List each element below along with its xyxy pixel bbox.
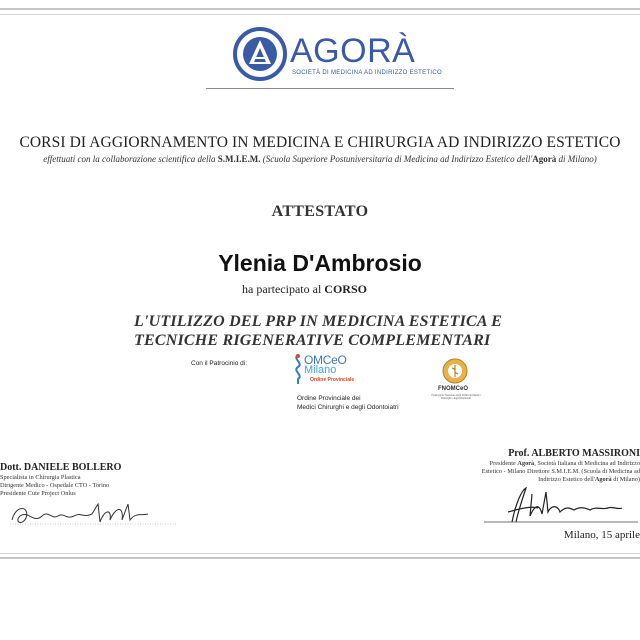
omceo-city: Milano xyxy=(304,364,337,376)
omceo-province: Ordine Provinciale xyxy=(310,377,355,383)
fnomceo-name: FNOMCeO xyxy=(438,386,468,392)
participant-name: Ylenia D'Ambrosio xyxy=(218,250,422,276)
patronage-label: Con il Patrocinio di: xyxy=(191,360,247,367)
left-handwritten-signature xyxy=(8,498,178,528)
right-signatory-name: Prof. ALBERTO MASSIRONI xyxy=(508,448,640,459)
right-signatory xyxy=(478,448,640,484)
issue-date: Milano, 15 aprile xyxy=(563,529,640,541)
omceo-caption: Ordine Provinciale dei Medici Chirurghi e degli Odontoiatri xyxy=(297,395,399,411)
omceo-milano-logo xyxy=(290,353,380,387)
left-signatory-titles: Specialista in Chirurgia Plastica Dirigente Medico - Ospedale CTO - Torino Presidente Cute Project Onlus xyxy=(0,474,110,497)
fnomceo-fullname: Federazione Nazionale degli Ordini dei Medici Chirurghi e degli Odontoiatri xyxy=(431,394,481,400)
course-title xyxy=(134,312,502,350)
right-handwritten-signature xyxy=(482,482,640,528)
certificate-label: ATTESTATO xyxy=(271,203,369,220)
logo-divider xyxy=(206,88,454,89)
course-series-title: CORSI DI AGGIORNAMENTO IN MEDICINA E CHIRURGIA AD INDIRIZZO ESTETICO xyxy=(19,134,621,151)
course-title-line1: L'UTILIZZO DEL PRP IN MEDICINA ESTETICA E xyxy=(134,313,502,330)
frame-top-border-inner xyxy=(0,14,640,15)
agora-emblem-icon xyxy=(232,26,288,82)
left-signatory-name: Dott. DANIELE BOLLERO xyxy=(0,462,122,473)
frame-bottom-border-inner xyxy=(0,553,640,554)
participation-line: ha partecipato al CORSO xyxy=(242,282,367,296)
collaboration-note: effettuati con la collaborazione scientifica della S.M.I.E.M. (Scuola Superiore Postuniversitaria di Medicina ad Indirizzo Estetico dell'Agorà di Milano) xyxy=(43,154,597,164)
fnomceo-emblem-icon xyxy=(442,358,468,384)
right-signatory-titles: Presidente Agorà, Società Italiana di Medicina ad Indirizzo Estetico - Milano Direttore S.M.I.E.M. (Scuola di Medicina ad Indirizzo Estetico dell'Agorà di Milano) xyxy=(481,460,640,483)
omceo-title: OMCeO xyxy=(304,353,347,367)
frame-bottom-border xyxy=(0,557,640,559)
logo-brand: AGORÀ xyxy=(290,32,416,70)
left-signatory xyxy=(0,462,200,498)
course-title-line2: TECNICHE RIGENERATIVE COMPLEMENTARI xyxy=(134,332,491,349)
frame-top-border xyxy=(0,8,640,10)
logo-tagline: SOCIETÀ DI MEDICINA AD INDIRIZZO ESTETICO xyxy=(292,70,442,76)
agora-logo xyxy=(232,26,442,84)
fnomceo-logo xyxy=(425,358,485,408)
